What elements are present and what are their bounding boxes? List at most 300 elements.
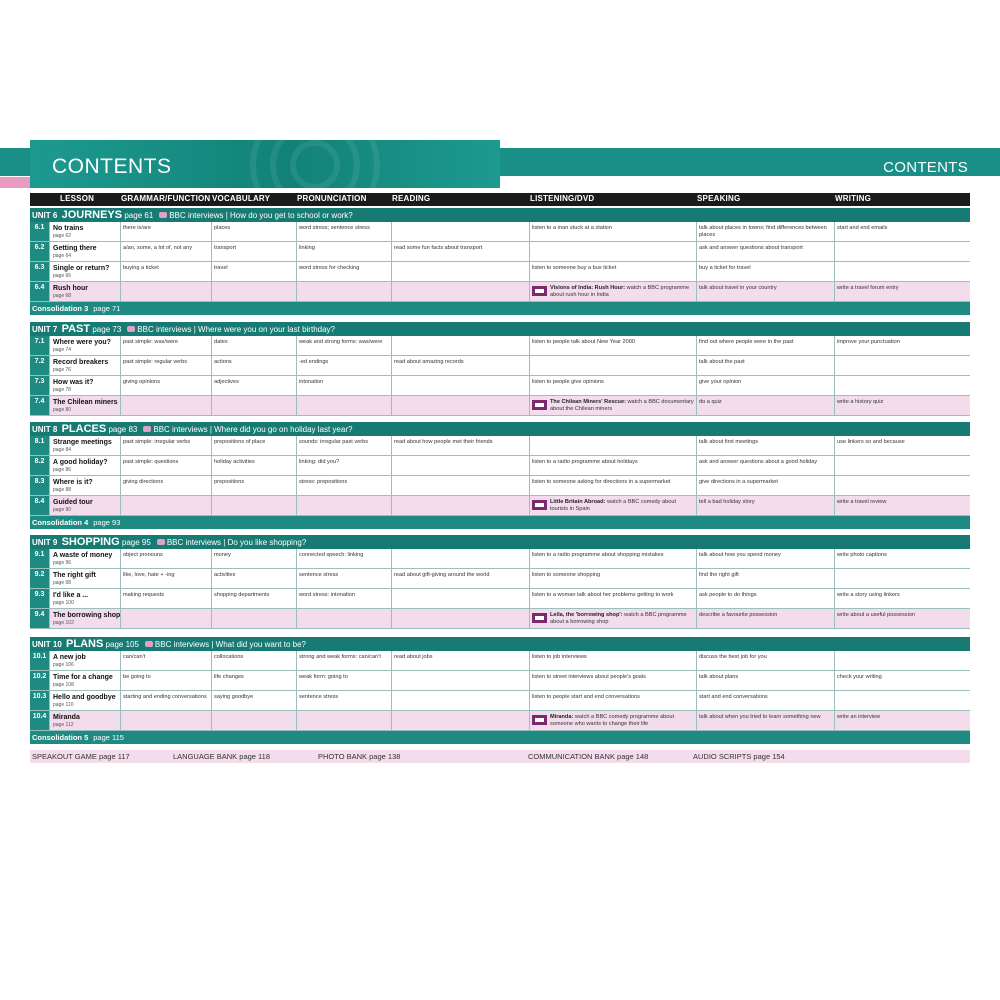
reading-cell: read about amazing records	[391, 356, 529, 375]
consolidation-row	[30, 731, 970, 744]
pronunciation-cell	[296, 282, 391, 301]
lesson-title[interactable]: Guided tour	[53, 499, 93, 506]
speaking-cell: find out where people were in the past	[696, 336, 834, 355]
pronunciation-cell: sounds: irregular past verbs	[296, 436, 391, 455]
lesson-title-cell	[49, 456, 120, 475]
lesson-title[interactable]: The right gift	[53, 572, 96, 579]
lesson-number: 9.2	[30, 569, 49, 588]
unit-header	[30, 422, 970, 436]
listening-text: listen to job interviews	[532, 654, 587, 660]
consolidation-label[interactable]: Consolidation 4	[32, 518, 89, 527]
pronunciation-cell: strong and weak forms: can/can't	[296, 651, 391, 670]
reading-cell	[391, 456, 529, 475]
speaking-cell: talk about when you tried to learn something new	[696, 711, 834, 730]
lesson-row	[30, 609, 970, 629]
lesson-number: 7.2	[30, 356, 49, 375]
listening-text: listen to people give opinions	[532, 379, 604, 385]
bbc-interviews: BBC interviews | How do you get to school or work?	[169, 211, 353, 220]
vocabulary-cell: holiday activities	[211, 456, 296, 475]
listening-cell	[529, 589, 696, 608]
unit-page: page 95	[121, 538, 151, 547]
reading-cell	[391, 711, 529, 730]
bbc-icon	[143, 426, 151, 432]
unit-name: PAST	[61, 323, 91, 335]
speaking-cell: do a quiz	[696, 396, 834, 415]
bbc-icon	[157, 539, 165, 545]
bbc-dvd-icon	[532, 286, 547, 296]
unit-header	[30, 637, 970, 651]
lesson-row	[30, 376, 970, 396]
lesson-row	[30, 711, 970, 731]
lesson-number: 8.4	[30, 496, 49, 515]
consolidation-page: page 71	[93, 304, 121, 313]
dvd-title: Visions of India: Rush Hour:	[550, 285, 626, 291]
lesson-title-cell	[49, 496, 120, 515]
lesson-title[interactable]: Miranda	[53, 714, 80, 721]
reading-cell	[391, 222, 529, 241]
lesson-row	[30, 651, 970, 671]
listening-text: listen to someone buy a bus ticket	[532, 265, 617, 271]
grammar-cell: past simple: was/were	[120, 336, 211, 355]
speaking-cell: talk about travel in your country	[696, 282, 834, 301]
bbc-dvd-icon	[532, 400, 547, 410]
reading-cell	[391, 336, 529, 355]
vocabulary-cell	[211, 282, 296, 301]
reading-cell	[391, 396, 529, 415]
lesson-title-cell	[49, 396, 120, 415]
writing-cell	[834, 569, 970, 588]
lesson-title[interactable]: Record breakers	[53, 359, 109, 366]
dvd-title: Miranda:	[550, 714, 574, 720]
col-lesson: LESSON	[60, 194, 95, 203]
reading-cell: read about gift-giving around the world	[391, 569, 529, 588]
lesson-page: page 90	[53, 506, 72, 513]
unit-number: UNIT 7	[32, 325, 58, 334]
lesson-title[interactable]: Getting there	[53, 245, 97, 252]
speaking-cell: talk about first meetings	[696, 436, 834, 455]
listening-text: watch a BBC comedy about tourists in Spain	[550, 499, 677, 512]
pronunciation-cell: weak and strong forms: was/were	[296, 336, 391, 355]
grammar-cell: past simple: questions	[120, 456, 211, 475]
lesson-title[interactable]: The borrowing shop	[53, 612, 120, 619]
lesson-title-cell	[49, 282, 120, 301]
unit-name: JOURNEYS	[61, 209, 123, 221]
writing-cell: write a history quiz	[834, 396, 970, 415]
lesson-row	[30, 222, 970, 242]
lesson-row	[30, 436, 970, 456]
vocabulary-cell	[211, 396, 296, 415]
unit-page: page 83	[108, 425, 138, 434]
lesson-page: page 64	[53, 252, 72, 259]
unit-number: UNIT 10	[32, 640, 62, 649]
lesson-title[interactable]: A good holiday?	[53, 459, 108, 466]
grammar-cell: making requests	[120, 589, 211, 608]
lesson-title[interactable]: No trains	[53, 225, 84, 232]
speaking-cell: give directions in a supermarket	[696, 476, 834, 495]
grammar-cell: past simple: irregular verbs	[120, 436, 211, 455]
lesson-title-cell	[49, 376, 120, 395]
lesson-row	[30, 496, 970, 516]
lesson-row	[30, 476, 970, 496]
lesson-title-cell	[49, 609, 120, 628]
grammar-cell	[120, 396, 211, 415]
lesson-title-cell	[49, 356, 120, 375]
unit-section	[30, 637, 970, 744]
col-pronunciation: PRONUNCIATION	[297, 194, 367, 203]
unit-page: page 73	[92, 325, 122, 334]
listening-text: listen to someone shopping	[532, 572, 601, 578]
lesson-title-cell	[49, 336, 120, 355]
pronunciation-cell: word stress; sentence stress	[296, 222, 391, 241]
unit-section	[30, 322, 970, 416]
listening-cell	[529, 336, 696, 355]
pronunciation-cell	[296, 396, 391, 415]
lesson-number: 6.2	[30, 242, 49, 261]
writing-cell: improve your punctuation	[834, 336, 970, 355]
listening-cell	[529, 262, 696, 281]
grammar-cell: can/can't	[120, 651, 211, 670]
bbc-interviews: BBC interviews | What did you want to be?	[154, 640, 306, 649]
writing-cell: check your writing	[834, 671, 970, 690]
vocabulary-cell: dates	[211, 336, 296, 355]
lesson-number: 8.1	[30, 436, 49, 455]
lesson-page: page 74	[53, 346, 72, 353]
lesson-title[interactable]: The Chilean miners	[53, 399, 118, 406]
lesson-number: 9.3	[30, 589, 49, 608]
listening-cell	[529, 476, 696, 495]
col-reading: READING	[392, 194, 431, 203]
reading-cell: read some fun facts about transport	[391, 242, 529, 261]
unit-section	[30, 208, 970, 315]
grammar-cell	[120, 609, 211, 628]
writing-cell	[834, 691, 970, 710]
listening-cell	[529, 356, 696, 375]
listening-cell	[529, 651, 696, 670]
speaking-cell: buy a ticket for travel	[696, 262, 834, 281]
pronunciation-cell: stress: prepositions	[296, 476, 391, 495]
footer-links	[30, 750, 970, 763]
lesson-page: page 78	[53, 386, 72, 393]
unit-number: UNIT 8	[32, 425, 58, 434]
pronunciation-cell: sentence stress	[296, 691, 391, 710]
speaking-cell: discuss the best job for you	[696, 651, 834, 670]
consolidation-row	[30, 516, 970, 529]
lesson-number: 9.4	[30, 609, 49, 628]
lesson-title-cell	[49, 436, 120, 455]
pink-tab	[0, 177, 30, 188]
unit-name: SHOPPING	[61, 536, 120, 548]
reading-cell	[391, 549, 529, 568]
lesson-title[interactable]: Time for a change	[53, 674, 113, 681]
writing-cell: write photo captions	[834, 549, 970, 568]
speaking-cell: describe a favourite possession	[696, 609, 834, 628]
pronunciation-cell: connected speech: linking	[296, 549, 391, 568]
grammar-cell	[120, 496, 211, 515]
footer-photo-bank[interactable]: PHOTO BANK page 138	[318, 752, 401, 761]
listening-cell	[529, 549, 696, 568]
lesson-title-cell	[49, 589, 120, 608]
lesson-page: page 112	[53, 721, 74, 728]
pronunciation-cell: intonation	[296, 376, 391, 395]
lesson-number: 7.3	[30, 376, 49, 395]
pronunciation-cell: -ed endings	[296, 356, 391, 375]
lesson-row	[30, 671, 970, 691]
lesson-title-cell	[49, 651, 120, 670]
speaking-cell: give your opinion	[696, 376, 834, 395]
bbc-interviews: BBC interviews | Do you like shopping?	[166, 538, 307, 547]
col-speaking: SPEAKING	[697, 194, 741, 203]
listening-cell	[529, 609, 696, 628]
lesson-title-cell	[49, 222, 120, 241]
pronunciation-cell	[296, 711, 391, 730]
col-grammar: GRAMMAR/FUNCTION	[121, 194, 211, 203]
speaking-cell: talk about places in towns; find differences between places	[696, 222, 834, 241]
page-title-right: CONTENTS	[883, 159, 968, 176]
vocabulary-cell: saying goodbye	[211, 691, 296, 710]
grammar-cell: there is/are	[120, 222, 211, 241]
pronunciation-cell: sentence stress	[296, 569, 391, 588]
reading-cell	[391, 609, 529, 628]
grammar-cell	[120, 282, 211, 301]
bbc-icon	[127, 326, 135, 332]
speaking-cell: talk about plans	[696, 671, 834, 690]
listening-text: listen to a radio programme about shopping mistakes	[532, 552, 664, 558]
lesson-row	[30, 456, 970, 476]
lesson-title[interactable]: Single or return?	[53, 265, 110, 272]
listening-text: listen to someone asking for directions in a supermarket	[532, 479, 671, 485]
reading-cell: read about jobs	[391, 651, 529, 670]
lesson-page: page 88	[53, 486, 72, 493]
listening-text: watch a BBC comedy programme about someone who wants to change their life	[550, 714, 675, 727]
grammar-cell	[120, 711, 211, 730]
vocabulary-cell: activities	[211, 569, 296, 588]
vocabulary-cell: money	[211, 549, 296, 568]
pronunciation-cell: word stress for checking	[296, 262, 391, 281]
reading-cell	[391, 671, 529, 690]
vocabulary-cell: actions	[211, 356, 296, 375]
unit-section	[30, 422, 970, 529]
speaking-cell: start and end conversations	[696, 691, 834, 710]
reading-cell: read about how people met their friends	[391, 436, 529, 455]
lesson-title[interactable]: Where were you?	[53, 339, 111, 346]
bbc-dvd-icon	[532, 613, 547, 623]
lesson-title-cell	[49, 242, 120, 261]
reading-cell	[391, 376, 529, 395]
dvd-title: Little Britain Abroad:	[550, 499, 606, 505]
consolidation-row	[30, 302, 970, 315]
unit-name: PLACES	[61, 423, 107, 435]
lesson-page: page 106	[53, 661, 74, 668]
lesson-page: page 110	[53, 701, 74, 708]
vocabulary-cell: life changes	[211, 671, 296, 690]
speaking-cell: talk about how you spend money	[696, 549, 834, 568]
speaking-cell: find the right gift	[696, 569, 834, 588]
lesson-page: page 96	[53, 559, 72, 566]
pronunciation-cell: linking: did you?	[296, 456, 391, 475]
listening-cell	[529, 671, 696, 690]
pronunciation-cell: word stress: intonation	[296, 589, 391, 608]
listening-text: listen to people talk about New Year 2000	[532, 339, 635, 345]
lesson-page: page 68	[53, 292, 72, 299]
lesson-row	[30, 549, 970, 569]
lesson-title[interactable]: I'd like a ...	[53, 592, 89, 599]
writing-cell: write an interview	[834, 711, 970, 730]
lesson-title[interactable]: A waste of money	[53, 552, 113, 559]
lesson-title[interactable]: Where is it?	[53, 479, 93, 486]
speaking-cell: ask and answer questions about transport	[696, 242, 834, 261]
writing-cell: write a travel review	[834, 496, 970, 515]
unit-number: UNIT 9	[32, 538, 58, 547]
listening-text: watch a BBC programme about rush hour in India	[550, 285, 690, 298]
vocabulary-cell	[211, 496, 296, 515]
listening-text: listen to a radio programme about holidays	[532, 459, 638, 465]
lesson-title[interactable]: Hello and goodbye	[53, 694, 116, 701]
listening-cell	[529, 376, 696, 395]
vocabulary-cell: transport	[211, 242, 296, 261]
bbc-dvd-icon	[532, 500, 547, 510]
grammar-cell: giving directions	[120, 476, 211, 495]
grammar-cell: giving opinions	[120, 376, 211, 395]
writing-cell	[834, 456, 970, 475]
vocabulary-cell: shopping departments	[211, 589, 296, 608]
footer-communication-bank[interactable]: COMMUNICATION BANK page 148	[528, 752, 649, 761]
consolidation-page: page 93	[93, 518, 121, 527]
lesson-title[interactable]: How was it?	[53, 379, 94, 386]
consolidation-label[interactable]: Consolidation 5	[32, 733, 89, 742]
lesson-page: page 84	[53, 446, 72, 453]
listening-text: listen to street interviews about people's goals	[532, 674, 646, 680]
lesson-page: page 86	[53, 466, 72, 473]
lesson-page: page 102	[53, 619, 74, 626]
writing-cell	[834, 376, 970, 395]
lesson-number: 7.4	[30, 396, 49, 415]
listening-cell	[529, 569, 696, 588]
listening-cell	[529, 496, 696, 515]
listening-text: listen to a woman talk about her problems getting to work	[532, 592, 674, 598]
lesson-row	[30, 589, 970, 609]
lesson-title-cell	[49, 476, 120, 495]
lesson-number: 10.4	[30, 711, 49, 730]
dvd-title: The Chilean Miners' Rescue:	[550, 399, 626, 405]
col-writing: WRITING	[835, 194, 872, 203]
grammar-cell: a/an, some, a lot of, not any	[120, 242, 211, 261]
lesson-page: page 66	[53, 272, 72, 279]
writing-cell: write a story using linkers	[834, 589, 970, 608]
speaking-cell: ask and answer questions about a good holiday	[696, 456, 834, 475]
lesson-title[interactable]: Strange meetings	[53, 439, 112, 446]
bbc-icon	[145, 641, 153, 647]
footer-audio-scripts[interactable]: AUDIO SCRIPTS page 154	[693, 752, 785, 761]
listening-text: watch a BBC documentary about the Chilean miners	[550, 399, 694, 412]
writing-cell	[834, 242, 970, 261]
grammar-cell: buying a ticket	[120, 262, 211, 281]
footer-language-bank[interactable]: LANGUAGE BANK page 118	[173, 752, 270, 761]
listening-cell	[529, 691, 696, 710]
col-vocabulary: VOCABULARY	[212, 194, 271, 203]
reading-cell	[391, 589, 529, 608]
grammar-cell: be going to	[120, 671, 211, 690]
dvd-title: Leila, the 'borrowing shop':	[550, 612, 623, 618]
column-header	[30, 193, 970, 206]
writing-cell	[834, 262, 970, 281]
lesson-number: 7.1	[30, 336, 49, 355]
unit-section	[30, 535, 970, 629]
listening-cell	[529, 711, 696, 730]
lesson-number: 6.4	[30, 282, 49, 301]
vocabulary-cell	[211, 609, 296, 628]
writing-cell: write a travel forum entry	[834, 282, 970, 301]
writing-cell: write about a useful possession	[834, 609, 970, 628]
writing-cell	[834, 651, 970, 670]
pronunciation-cell	[296, 496, 391, 515]
lesson-page: page 76	[53, 366, 72, 373]
lesson-page: page 62	[53, 232, 72, 239]
pronunciation-cell	[296, 609, 391, 628]
listening-cell	[529, 242, 696, 261]
lesson-title[interactable]: Rush hour	[53, 285, 88, 292]
grammar-cell: starting and ending conversations	[120, 691, 211, 710]
lesson-row	[30, 336, 970, 356]
listening-cell	[529, 282, 696, 301]
reading-cell	[391, 262, 529, 281]
writing-cell: start and end emails	[834, 222, 970, 241]
reading-cell	[391, 496, 529, 515]
col-listening: LISTENING/DVD	[530, 194, 595, 203]
lesson-number: 10.3	[30, 691, 49, 710]
speaking-cell: ask people to do things	[696, 589, 834, 608]
lesson-row	[30, 356, 970, 376]
bbc-interviews: BBC interviews | Where were you on your last birthday?	[137, 325, 335, 334]
unit-header	[30, 535, 970, 549]
lesson-number: 9.1	[30, 549, 49, 568]
lesson-title[interactable]: A new job	[53, 654, 86, 661]
speaking-cell: talk about the past	[696, 356, 834, 375]
lesson-row	[30, 396, 970, 416]
lesson-page: page 80	[53, 406, 72, 413]
listening-text: listen to people start and end conversations	[532, 694, 640, 700]
vocabulary-cell: collocations	[211, 651, 296, 670]
lesson-title-cell	[49, 711, 120, 730]
lesson-number: 8.2	[30, 456, 49, 475]
lesson-title-cell	[49, 691, 120, 710]
speaking-cell: tell a bad holiday story	[696, 496, 834, 515]
page-title: CONTENTS	[52, 155, 172, 178]
footer-speakout-game[interactable]: SPEAKOUT GAME page 117	[32, 752, 130, 761]
lesson-page: page 108	[53, 681, 74, 688]
listening-cell	[529, 396, 696, 415]
lesson-row	[30, 282, 970, 302]
bbc-interviews: BBC interviews | Where did you go on holiday last year?	[153, 425, 353, 434]
bbc-icon	[159, 212, 167, 218]
grammar-cell: past simple: regular verbs	[120, 356, 211, 375]
consolidation-page: page 115	[93, 733, 124, 742]
lesson-number: 6.3	[30, 262, 49, 281]
vocabulary-cell: prepositions	[211, 476, 296, 495]
lesson-title-cell	[49, 549, 120, 568]
lesson-title-cell	[49, 569, 120, 588]
reading-cell	[391, 476, 529, 495]
vocabulary-cell: prepositions of place	[211, 436, 296, 455]
listening-text: listen to a man stuck at a station	[532, 225, 612, 231]
writing-cell	[834, 476, 970, 495]
consolidation-label[interactable]: Consolidation 3	[32, 304, 89, 313]
lesson-number: 10.2	[30, 671, 49, 690]
vocabulary-cell: adjectives	[211, 376, 296, 395]
lesson-row	[30, 691, 970, 711]
unit-header	[30, 322, 970, 336]
vocabulary-cell: places	[211, 222, 296, 241]
grammar-cell: object pronouns	[120, 549, 211, 568]
